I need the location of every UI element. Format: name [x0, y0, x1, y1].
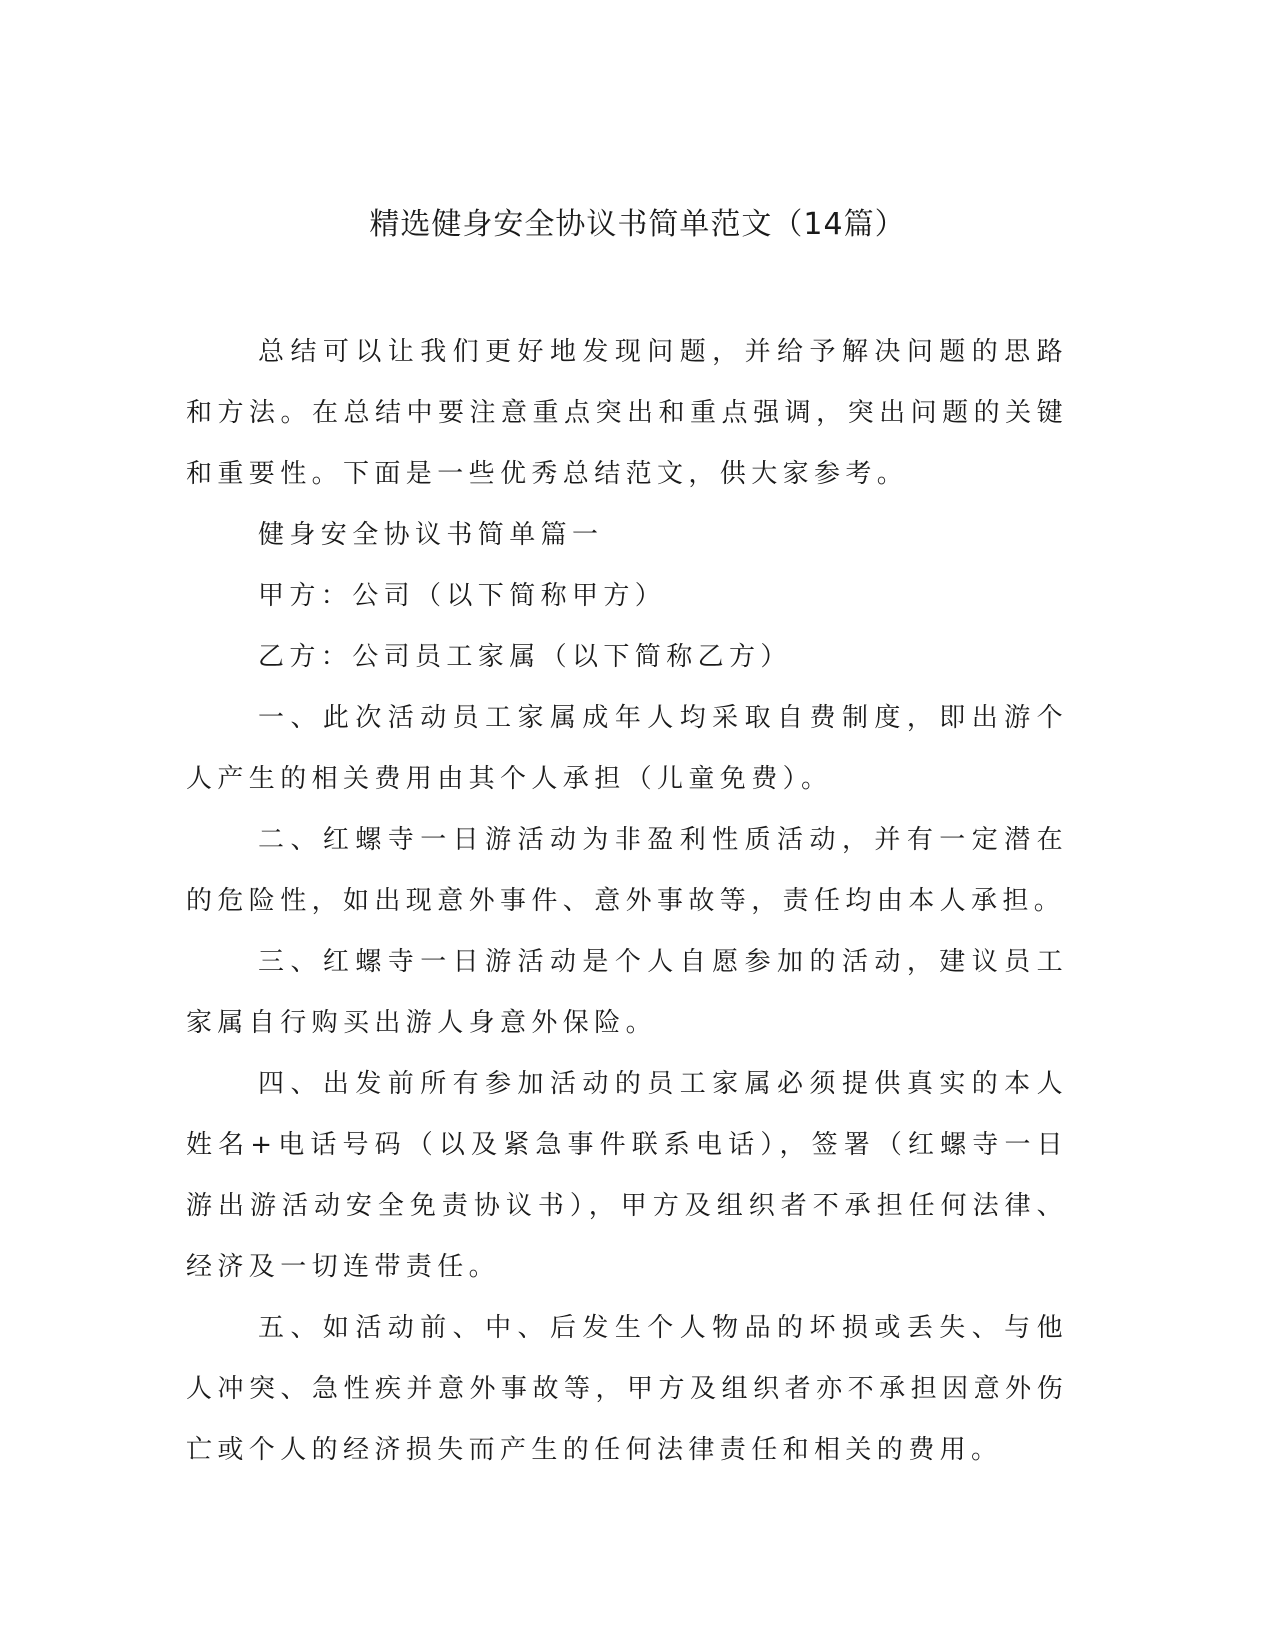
- intro-paragraph: 总结可以让我们更好地发现问题，并给予解决问题的思路和方法。在总结中要注意重点突出和重点强调，突出问题的关键和重要性。下面是一些优秀总结范文，供大家参考。: [186, 337, 1068, 489]
- document-body: [186, 322, 1068, 1481]
- clause-1: 一、此次活动员工家属成年人均采取自费制度，即出游个人产生的相关费用由其个人承担（儿童免费）。: [186, 703, 1068, 794]
- clause-4: 四、出发前所有参加活动的员工家属必须提供真实的本人姓名+电话号码（以及紧急事件联系电话），签署（红螺寺一日游出游活动安全免责协议书），甲方及组织者不承担任何法律、经济及一切连带责任。: [186, 1069, 1068, 1282]
- clause-2: 二、红螺寺一日游活动为非盈利性质活动，并有一定潜在的危险性，如出现意外事件、意外事故等，责任均由本人承担。: [186, 825, 1068, 916]
- clause-3: 三、红螺寺一日游活动是个人自愿参加的活动，建议员工家属自行购买出游人身意外保险。: [186, 947, 1068, 1038]
- document-title: 精选健身安全协议书简单范文（14篇）: [369, 207, 906, 242]
- clause-5: 五、如活动前、中、后发生个人物品的坏损或丢失、与他人冲突、急性疾并意外事故等，甲方及组织者亦不承担因意外伤亡或个人的经济损失而产生的任何法律责任和相关的费用。: [186, 1313, 1068, 1465]
- party-b-line: 乙方：公司员工家属（以下简称乙方）: [258, 642, 792, 672]
- section-heading: 健身安全协议书简单篇一: [258, 520, 604, 550]
- party-a-line: 甲方：公司（以下简称甲方）: [258, 581, 667, 611]
